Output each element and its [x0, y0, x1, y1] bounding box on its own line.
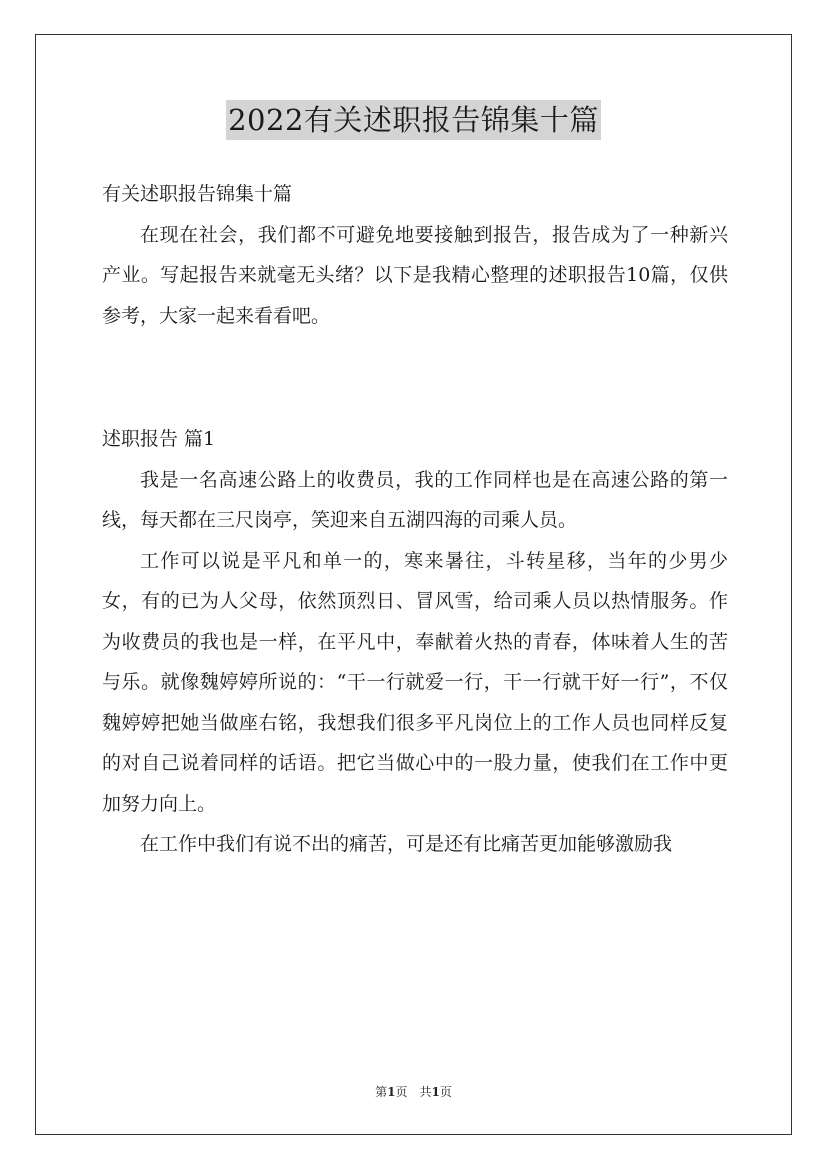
body-paragraph: 工作可以说是平凡和单一的，寒来暑往，斗转星移，当年的少男少女，有的已为人父母，依然顶烈日、冒风雪，给司乘人员以热情服务。作为收费员的我也是一样，在平凡中，奉献着火热的青春，体味着人生的苦与乐。就像魏婷婷所说的：“干一行就爱一行，干一行就干好一行”，不仅魏婷婷把她当做座右铭，我想我们很多平凡岗位上的工作人员也同样反复的对自己说着同样的话语。把它当做心中的一股力量，使我们在工作中更加努力向上。 — [102, 549, 728, 815]
document-subtitle: 有关述职报告锦集十篇 — [102, 183, 293, 205]
title-container — [0, 100, 827, 140]
section-spacer — [102, 336, 728, 419]
intro-paragraph: 在现在社会，我们都不可避免地要接触到报告，报告成为了一种新兴产业。写起报告来就毫无头绪？以下是我精心整理的述职报告10篇，仅供参考，大家一起来看看吧。 — [102, 223, 728, 327]
page-number: 1 — [387, 1085, 396, 1099]
page-total: 1 — [431, 1085, 440, 1099]
body-paragraph: 在工作中我们有说不出的痛苦，可是还有比痛苦更加能够激励我 — [140, 833, 673, 855]
document-title: 2022有关述职报告锦集十篇 — [226, 100, 601, 140]
section-heading: 述职报告 篇1 — [102, 428, 216, 450]
document-body — [102, 174, 728, 865]
page-label-mid: 页 共 — [395, 1085, 432, 1099]
body-paragraph: 我是一名高速公路上的收费员，我的工作同样也是在高速公路的第一线，每天都在三尺岗亭，笑迎来自五湖四海的司乘人员。 — [102, 468, 728, 531]
page-label-prefix: 第 — [375, 1085, 388, 1099]
page-footer — [0, 1083, 827, 1100]
page-label-suffix: 页 — [439, 1085, 452, 1099]
